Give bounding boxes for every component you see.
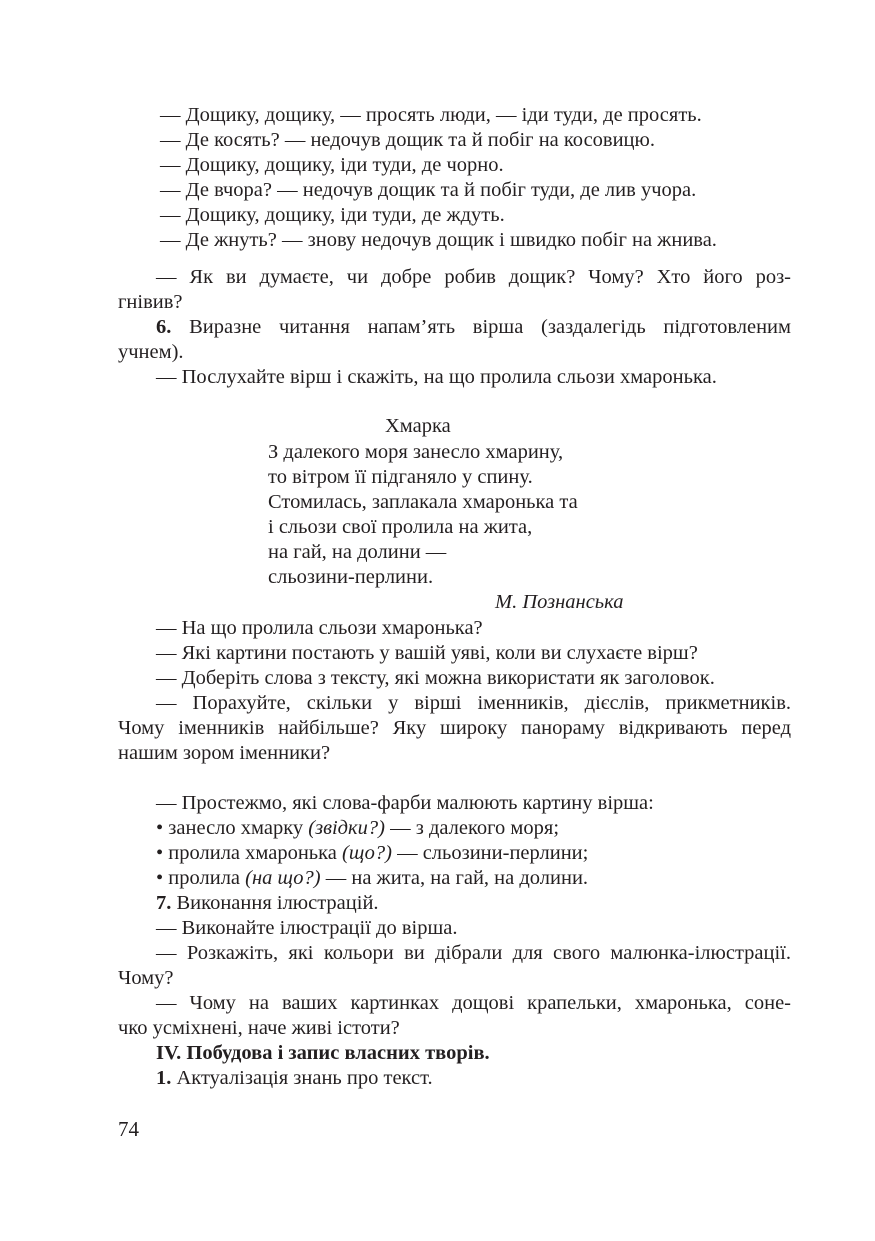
dialogue-line: — Де вчора? — недочув дощик та й побіг туди, де лив учора. xyxy=(160,179,697,201)
dialogue-line: — Де жнуть? — знову недочув дощик і швидко побіг на жнива. xyxy=(160,229,717,251)
item-7: 7. Виконання ілюстрацій. xyxy=(156,892,379,914)
question-line: — На що пролила сльози хмаронька? xyxy=(156,617,483,639)
poem-line: сльозини-перлини. xyxy=(268,566,434,588)
poem-line: Стомилась, заплакала хмаронька та xyxy=(268,491,578,513)
poem-line: і сльози свої пролила на жита, xyxy=(268,516,533,538)
ill-instruction: — Виконайте ілюстрації до вірша. xyxy=(156,917,458,939)
item-1: 1. Актуалізація знань про текст. xyxy=(156,1067,433,1089)
bullet-item: • занесло хмарку (звідки?) — з далекого моря; xyxy=(156,817,560,839)
dialogue-line: — Дощику, дощику, іди туди, де чорно. xyxy=(160,154,504,176)
bullet-item: • пролила (на що?) — на жита, на гай, на долини. xyxy=(156,867,589,889)
trace-instruction: — Простежмо, які слова-фарби малюють картину вірша: xyxy=(156,792,654,814)
poem-line: то вітром її підганяло у спину. xyxy=(268,466,533,488)
poem-author: М. Познанська xyxy=(495,591,624,613)
dialogue-line: — Дощику, дощику, — просять люди, — іди туди, де просять. xyxy=(160,104,702,126)
section-heading: IV. Побудова і запис власних творів. xyxy=(156,1042,490,1064)
poem-title: Хмарка xyxy=(385,415,451,437)
count-paragraph-end: нашим зором іменники? xyxy=(118,742,331,764)
dialogue-line: — Дощику, дощику, іди туди, де ждуть. xyxy=(160,204,505,226)
question-paragraph-cont: гнівив? xyxy=(118,291,183,313)
item-6: 6. Виразне читання напам’ять вірша (заздалегідь підготовленим xyxy=(156,316,791,338)
page-number: 74 xyxy=(118,1117,139,1141)
item-6-cont: учнем). xyxy=(118,341,184,363)
count-paragraph-cont: Чому іменників найбільше? Яку широку панораму відкривають перед xyxy=(118,717,791,739)
smile-paragraph: — Чому на ваших картинках дощові крапельки, хмаронька, соне- xyxy=(156,992,791,1014)
smile-paragraph-cont: чко усміхнені, наче живі істоти? xyxy=(118,1017,400,1039)
count-paragraph: — Порахуйте, скільки у вірші іменників, дієслів, прикметників. xyxy=(156,692,791,714)
poem-line: З далекого моря занесло хмарину, xyxy=(268,441,564,463)
bullet-item: • пролила хмаронька (що?) — сльозини-перлини; xyxy=(156,842,589,864)
item-number: 1. xyxy=(156,1067,172,1089)
question-line: — Доберіть слова з тексту, які можна використати як заголовок. xyxy=(156,667,715,689)
colors-paragraph-cont: Чому? xyxy=(118,967,174,989)
item-number: 7. xyxy=(156,892,172,914)
question-line: — Які картини постають у вашій уяві, коли ви слухаєте вірш? xyxy=(156,642,698,664)
dialogue-line: — Де косять? — недочув дощик та й побіг на косовицю. xyxy=(160,129,655,151)
item-number: 6. xyxy=(156,316,172,338)
poem-line: на гай, на долини — xyxy=(268,541,447,563)
listen-instruction: — Послухайте вірш і скажіть, на що пролила сльози хмаронька. xyxy=(156,366,717,388)
colors-paragraph: — Розкажіть, які кольори ви дібрали для свого малюнка-ілюстрації. xyxy=(156,942,791,964)
question-paragraph: — Як ви думаєте, чи добре робив дощик? Чому? Хто його роз- xyxy=(156,266,791,288)
